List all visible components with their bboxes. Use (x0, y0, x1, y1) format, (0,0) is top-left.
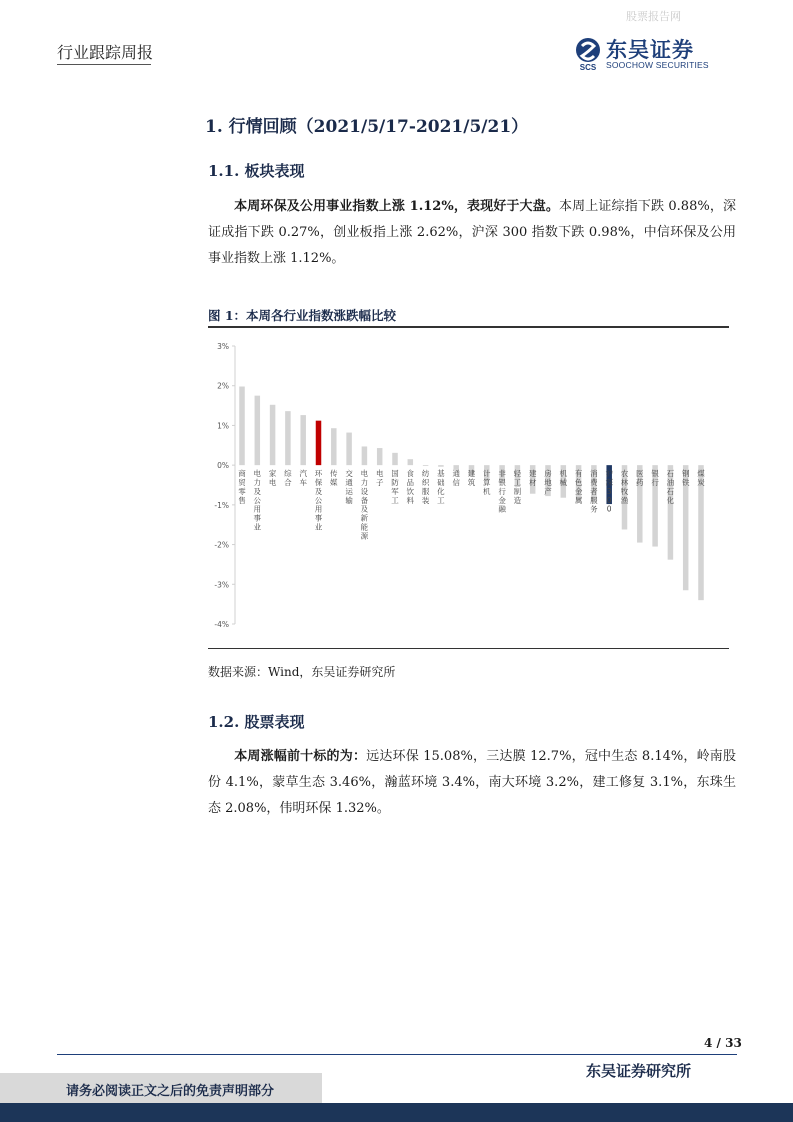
figure-title: 图 1：本周各行业指数涨跌幅比较 (208, 308, 397, 323)
y-tick-label: -4% (214, 620, 229, 629)
category-label: 沪深 3 0 0 (605, 469, 613, 514)
stock-body-text: 远达环保 15.08%，三达膜 12.7%，冠中生态 8.14%，岭南股份 4.1%，蒙草生态 3.46%，瀚蓝环境 3.4%，南大环境 3.2%，建工修复 3.1%，东珠生态 2.08%，伟明环保 1.32%。 (208, 749, 736, 816)
category-label: 国防军工 (391, 469, 399, 505)
bar-8 (346, 433, 352, 466)
category-labels (238, 468, 705, 540)
y-tick-label: 3% (217, 342, 229, 351)
category-label: 轻工制造 (513, 469, 522, 505)
category-label: 交通运输 (345, 469, 353, 505)
footer-rule (57, 1054, 737, 1055)
header-rule (57, 64, 151, 65)
category-label: 银行 (651, 469, 659, 488)
section-title: 1. 行情回顾（2021/5/17-2021/5/21） (205, 117, 529, 137)
bar-2 (255, 396, 260, 466)
bars-group (239, 387, 704, 601)
category-label: 商贸零售 (238, 469, 246, 505)
category-label: 有色金属 (574, 469, 583, 505)
watermark: 股票报告网 (626, 10, 681, 23)
sector-performance-paragraph (208, 194, 736, 272)
category-label: 基础化工 (437, 469, 445, 505)
category-label: 通信 (452, 469, 460, 488)
page-number: 4 / 33 (704, 1036, 742, 1050)
logo-text-en: SOOCHOW SECURITIES (606, 60, 709, 70)
category-label: 钢铁 (681, 469, 690, 488)
bottom-bar (0, 1103, 793, 1122)
category-label: 电子 (375, 469, 384, 488)
category-label: 建筑 (467, 469, 476, 488)
category-label: 综合 (284, 469, 292, 488)
logo-mark-text: SCS (579, 63, 597, 72)
subsection-title-sector: 1.1. 板块表现 (208, 162, 305, 180)
bar-12 (408, 459, 414, 465)
industry-bar-chart (208, 330, 729, 645)
category-label: 农林牧渔 (620, 469, 629, 505)
category-label: 消费者服务 (590, 469, 598, 514)
sector-body-text: 本周上证综指下跌 0.88%，深证成指下跌 0.27%，创业板指上涨 2.62%，沪深 300 指数下跌 0.98%，中信环保及公用事业指数上涨 1.12%。 (208, 199, 736, 266)
bar-13 (423, 465, 429, 466)
y-tick-label: 0% (217, 461, 229, 471)
logo-text-cn: 东吴证券 (606, 38, 694, 62)
bar-4 (285, 411, 291, 465)
bar-14 (438, 465, 444, 467)
y-tick-label: 1% (217, 421, 229, 431)
category-label: 房地产 (544, 469, 552, 496)
company-logo (572, 36, 732, 72)
category-label: 石油石化 (666, 469, 675, 505)
bar-6 (316, 421, 322, 465)
y-tick-label: -1% (214, 500, 229, 510)
bar-1 (239, 387, 245, 466)
footer-organization: 东吴证券研究所 (586, 1062, 692, 1080)
category-label: 医药 (636, 469, 644, 488)
bar-11 (392, 453, 398, 465)
category-label: 纺织服装 (421, 469, 430, 505)
category-label: 电力设备及新能源 (360, 469, 369, 541)
category-label: 家电 (268, 469, 277, 488)
bar-3 (270, 405, 276, 465)
y-tick-label: 2% (217, 381, 229, 391)
bar-9 (362, 446, 368, 465)
bar-5 (300, 415, 306, 465)
logo-mark-icon (572, 36, 604, 72)
category-label: 计算机 (483, 469, 491, 496)
category-label: 建材 (528, 469, 537, 488)
category-label: 机械 (559, 469, 568, 488)
sector-lead-sentence: 本周环保及公用事业指数上涨 1.12%，表现好于大盘。 (234, 199, 559, 214)
disclaimer-text: 请务必阅读正文之后的免责声明部分 (66, 1084, 275, 1099)
stock-performance-paragraph (208, 744, 736, 822)
figure-bottom-rule (208, 648, 729, 649)
category-label: 煤炭 (697, 469, 705, 488)
figure-top-rule (208, 326, 729, 328)
figure-source: 数据来源：Wind，东吴证券研究所 (208, 665, 396, 679)
bar-7 (331, 428, 337, 465)
y-tick-label: -3% (214, 580, 229, 590)
category-label: 食品饮料 (406, 469, 415, 505)
category-label: 电力及公用事业 (253, 469, 262, 532)
report-type-title: 行业跟踪周报 (57, 43, 154, 62)
bar-10 (377, 448, 383, 465)
category-label: 汽车 (299, 469, 307, 488)
category-label: 传媒 (330, 469, 338, 488)
category-label: 环保及公用事业 (314, 469, 323, 532)
subsection-title-stocks: 1.2. 股票表现 (208, 713, 305, 731)
y-tick-label: -2% (214, 540, 229, 550)
stock-lead-sentence: 本周涨幅前十标的为： (234, 749, 367, 764)
y-tick-labels (214, 342, 235, 629)
category-label: 非银行金融 (498, 469, 506, 514)
